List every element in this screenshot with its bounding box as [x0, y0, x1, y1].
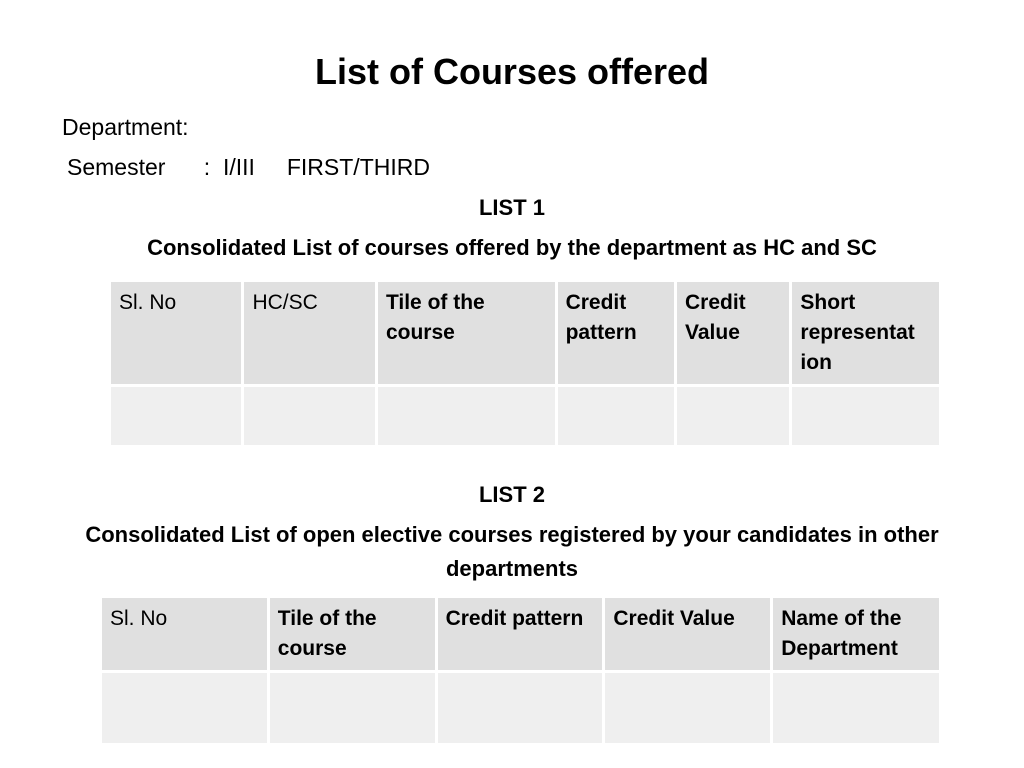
semester-value: I/III — [222, 154, 255, 180]
semester-words: FIRST/THIRD — [286, 154, 430, 180]
table-header-row — [102, 598, 939, 670]
table-cell — [773, 673, 939, 743]
table-row — [102, 673, 939, 743]
table-cell — [378, 387, 555, 445]
column-header-hc-sc: HC/SC — [244, 282, 374, 384]
table-cell — [558, 387, 674, 445]
table-cell — [270, 673, 435, 743]
table-cell — [792, 387, 939, 445]
column-header-title: Tile of the course — [378, 282, 555, 384]
table-cell — [102, 673, 267, 743]
table-cell — [244, 387, 374, 445]
list2-heading: LIST 2 — [478, 482, 545, 507]
column-header-credit-pattern: Credit pattern — [438, 598, 603, 670]
list1-heading: LIST 1 — [478, 195, 545, 220]
column-header-credit-pattern: Credit pattern — [558, 282, 674, 384]
column-header-department-name: Name of the Department — [773, 598, 939, 670]
table-cell — [111, 387, 241, 445]
column-header-sl-no: Sl. No — [102, 598, 267, 670]
column-header-credit-value: Credit Value — [605, 598, 770, 670]
column-header-sl-no: Sl. No — [111, 282, 241, 384]
table-cell — [677, 387, 789, 445]
semester-label: Semester — [67, 154, 166, 180]
table-cell — [438, 673, 603, 743]
list2-table — [99, 595, 942, 746]
column-header-title: Tile of the course — [270, 598, 435, 670]
column-header-short-representation: Short representat ion — [792, 282, 939, 384]
list2-subheading: Consolidated List of open elective courses registered by your candidates in other departments — [85, 522, 939, 581]
semester-line — [67, 153, 430, 181]
list1-subheading: Consolidated List of courses offered by the department as HC and SC — [147, 235, 877, 260]
department-label: Department: — [62, 114, 189, 140]
table-row — [111, 387, 939, 445]
semester-separator: : — [203, 154, 211, 180]
table-header-row — [111, 282, 939, 384]
list1-table — [108, 279, 942, 448]
page-title: List of Courses offered — [314, 51, 710, 92]
column-header-credit-value: Credit Value — [677, 282, 789, 384]
table-cell — [605, 673, 770, 743]
